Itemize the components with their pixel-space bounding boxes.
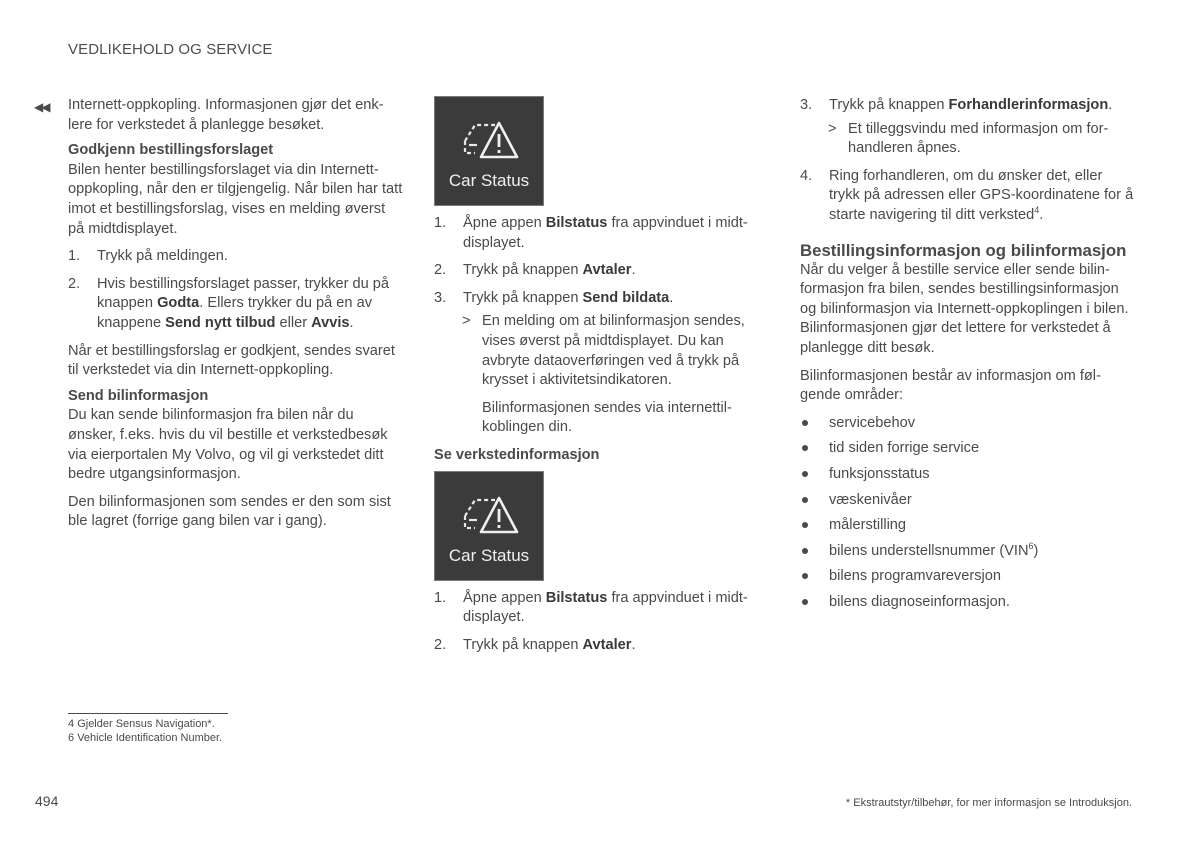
app-name-bilstatus: Bilstatus: [545, 215, 608, 231]
list-item: [434, 289, 770, 309]
step-number: 3.: [800, 97, 813, 113]
result-text: En melding om at bilinformasjon sendes, vises øverst på midtdisplayet. Du kan avbryte dataoverføringen ved å trykk på krysset i aktivitetsindikatoren.: [482, 313, 745, 389]
list-item: [800, 167, 1135, 226]
step-number: 4.: [800, 167, 813, 184]
step-text: eller: [275, 314, 312, 331]
list-item: [434, 214, 770, 253]
step-list: [434, 214, 770, 308]
column-2: [434, 96, 770, 655]
list-item: [434, 261, 770, 281]
step-text: .: [669, 289, 674, 306]
list-item: bilens programvareversjon: [800, 567, 1135, 587]
button-name-accept: Godta: [157, 295, 200, 312]
list-item: væskenivåer: [800, 491, 1135, 511]
list-item: [800, 542, 1135, 562]
button-name-send-bildata: Send bildata: [582, 289, 670, 306]
button-name-avtaler: Avtaler: [582, 262, 632, 279]
column-3: [800, 96, 1135, 612]
step-number: 1.: [68, 248, 81, 265]
list-item: [434, 589, 770, 628]
footnote-divider: [68, 713, 228, 714]
paragraph: Når et bestillingsforslag er godkjent, sendes svaret til verkstedet via din Internett-oppkopling.: [68, 342, 395, 379]
paragraph: Den bilinformasjonen som sendes er den som sist ble lagret (forrige gang bilen var i gang).: [68, 493, 391, 530]
heading-workshop-info: Se verkstedinformasjon: [434, 446, 600, 463]
list-item: [800, 96, 1135, 116]
step-text: Hvis bestillingsforslaget passer, trykker du på knappen: [97, 275, 390, 312]
step-list: [434, 589, 770, 656]
info-bullet-list: [800, 414, 1135, 613]
step-number: 3.: [434, 289, 447, 306]
step-text: .: [631, 262, 636, 279]
page-header: VEDLIKEHOLD OG SERVICE: [68, 41, 273, 58]
step-text: Trykk på knappen: [829, 97, 949, 113]
app-name-bilstatus: Bilstatus: [545, 589, 608, 606]
result-marker: >: [462, 313, 471, 330]
list-item: funksjonsstatus: [800, 465, 1135, 485]
step-number: 2.: [434, 636, 447, 653]
paragraph: Du kan sende bilinformasjon fra bilen når du ønsker, f.eks. hvis du vil bestille et verkstedbesøk via eierportalen My Volvo, og vil gi verkstedet ditt bedre utgangsinformasjon.: [68, 407, 388, 483]
step-text: fra appvinduet i midtdisplayet.: [463, 589, 748, 626]
button-name-avtaler: Avtaler: [582, 636, 632, 653]
step-text: Ring forhandleren, om du ønsker det, eller trykk på adressen eller GPS-koordinatene for å starte navigering til ditt verksted: [829, 167, 1134, 223]
bullet-text: ): [1033, 542, 1039, 559]
step-text: .: [1039, 206, 1044, 223]
intro-text: Internett-oppkopling. Informasjonen gjør det enklere for verkstedet å planlegge besøket.: [68, 97, 384, 133]
step-text: .: [349, 314, 354, 331]
bullet-text: bilens understellsnummer (VIN: [829, 542, 1029, 559]
list-item: tid siden forrige service: [800, 439, 1135, 459]
page-number: 494: [35, 793, 59, 809]
step-text: Åpne appen: [463, 589, 546, 606]
step-number: 2.: [434, 262, 447, 279]
footnote-4: [68, 718, 215, 731]
car-warning-icon: [461, 490, 519, 540]
footnote-6: [68, 732, 222, 745]
paragraph: Når du velger å bestille service eller sende bilinformasjon fra bilen, sendes bestillingsinformasjon og bilinformasjon via Internett-oppkoplingen i bilen. Bilinformasjonen gjør det lettere for verkstedet å planlegge ditt besøk.: [800, 261, 1129, 356]
app-label: Car Status: [448, 545, 530, 565]
step-text: Trykk på meldingen.: [97, 248, 228, 265]
footnote-number: 4: [68, 718, 75, 730]
car-warning-icon: [461, 115, 519, 165]
step-number: 1.: [434, 589, 447, 606]
step-list: [68, 247, 403, 333]
list-item: [68, 275, 403, 334]
list-item: [68, 247, 403, 267]
continuation-icon: ◀◀: [34, 100, 49, 114]
step-text: Trykk på knappen: [463, 636, 583, 653]
step-number: 1.: [434, 215, 447, 231]
accessory-note: * Ekstrautstyr/tilbehør, for mer informasjon se Introduksjon.: [845, 797, 1132, 809]
heading-approve-proposal: Godkjenn bestillingsforslaget: [68, 142, 274, 159]
step-text: Trykk på knappen: [463, 289, 583, 306]
column-1: [68, 96, 403, 532]
paragraph: Bilinformasjonen består av informasjon om følgende områder:: [800, 367, 1101, 404]
step-result: [800, 120, 1135, 159]
step-text: .: [631, 636, 636, 653]
step-text: .: [1108, 97, 1113, 113]
list-item: servicebehov: [800, 414, 1135, 434]
step-number: 2.: [68, 275, 81, 292]
button-name-reject: Avvis: [311, 314, 350, 331]
button-name-send-new-offer: Send nytt tilbud: [165, 314, 276, 331]
step-list: [800, 96, 1135, 116]
step-list: [800, 167, 1135, 226]
list-item: [434, 636, 770, 656]
app-label: Car Status: [448, 171, 530, 190]
result-marker: >: [828, 120, 837, 137]
list-item: målerstilling: [800, 516, 1135, 536]
result-note: Bilinformasjonen sendes via internettilkoblingen din.: [482, 399, 732, 436]
car-status-app-icon: [434, 96, 544, 206]
result-text: Et tilleggsvindu med informasjon om forhandleren åpnes.: [848, 120, 1109, 157]
step-text: fra appvinduet i midtdisplayet.: [463, 215, 748, 251]
footnote-ref: 6: [1028, 540, 1034, 551]
car-status-app-icon: [434, 471, 544, 581]
list-item: bilens diagnoseinformasjon.: [800, 593, 1135, 613]
step-text: Trykk på knappen: [463, 262, 583, 279]
footnote-text: Vehicle Identification Number.: [77, 732, 223, 744]
step-result: [434, 312, 770, 390]
heading-order-and-car-info: Bestillingsinformasjon og bilinformasjon: [800, 240, 1127, 260]
heading-send-car-info: Send bilinformasjon: [68, 387, 209, 404]
button-name-dealer-info: Forhandlerinformasjon: [948, 97, 1109, 113]
step-text: . Ellers trykker du på en av knappene: [97, 295, 373, 331]
footnote-ref: 4: [1034, 205, 1040, 216]
footnote-text: Gjelder Sensus Navigation*.: [77, 718, 215, 730]
paragraph: Bilen henter bestillingsforslaget via din Internettoppkopling, når den er tilgjengelig. Når bilen har tatt imot et bestillingsforslag, vises en melding øverst på midtdisplayet.: [68, 161, 403, 237]
footnote-number: 6: [68, 732, 75, 744]
step-text: Åpne appen: [463, 215, 546, 231]
